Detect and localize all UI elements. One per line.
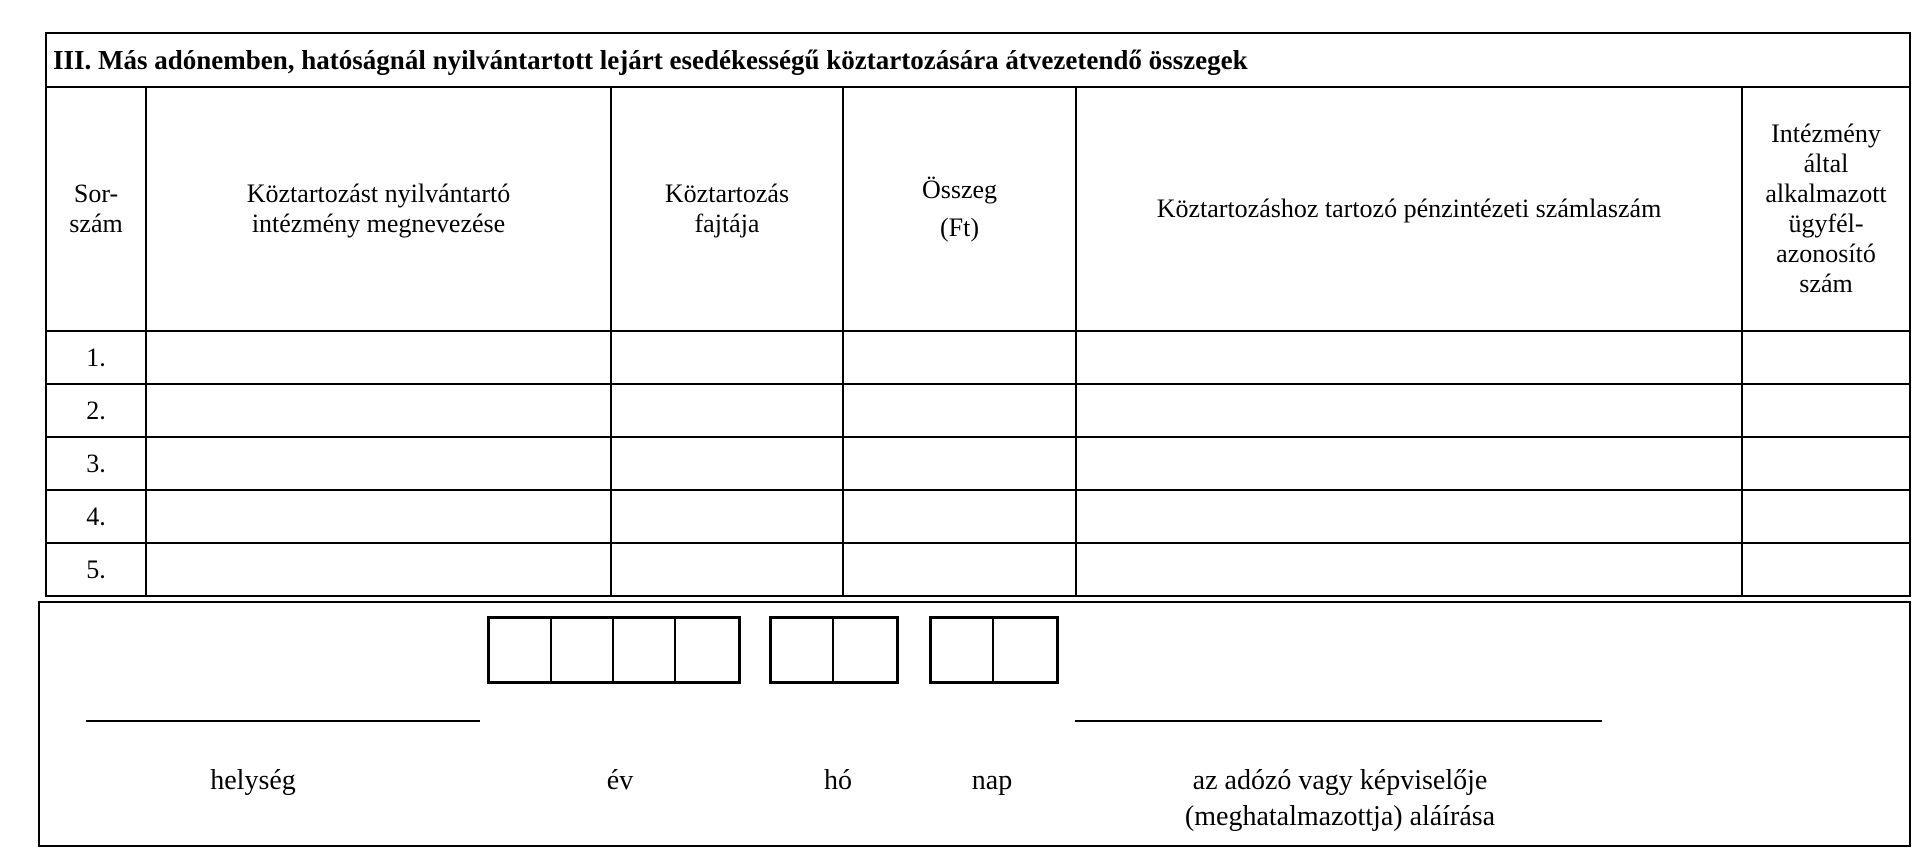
header-sorszam: Sor- szám	[47, 88, 146, 331]
row-number: 5.	[47, 543, 146, 595]
intezmeny-cell[interactable]	[146, 490, 611, 543]
row-number: 3.	[47, 437, 146, 490]
year-digit-box[interactable]	[614, 619, 676, 681]
header-intezmeny: Köztartozást nyilvántartó intézmény megnevezése	[146, 88, 611, 331]
section-title: III. Más adónemben, hatóságnál nyilvántartott lejárt esedékességű köztartozására átvezetendő összegek	[47, 34, 1909, 88]
place-line[interactable]	[86, 720, 480, 722]
header-szamlaszam: Köztartozáshoz tartozó pénzintézeti számlaszám	[1076, 88, 1742, 331]
month-label: hó	[824, 765, 852, 796]
szamlaszam-cell[interactable]	[1076, 437, 1742, 490]
fajta-cell[interactable]	[611, 543, 843, 595]
fajta-cell[interactable]	[611, 384, 843, 437]
osszeg-cell[interactable]	[843, 490, 1076, 543]
month-input[interactable]	[769, 616, 899, 684]
row-number: 1.	[47, 331, 146, 384]
year-digit-box[interactable]	[490, 619, 552, 681]
signature-label-line1: az adózó vagy képviselője	[1192, 765, 1488, 796]
intezmeny-cell[interactable]	[146, 543, 611, 595]
year-digit-box[interactable]	[552, 619, 614, 681]
signature-label-line2: (meghatalmazottja) aláírása	[1184, 801, 1496, 832]
place-label: helység	[210, 765, 296, 796]
table-row	[47, 331, 1909, 384]
ugyfel-cell[interactable]	[1742, 543, 1909, 595]
fajta-cell[interactable]	[611, 490, 843, 543]
row-number: 2.	[47, 384, 146, 437]
table-row	[47, 384, 1909, 437]
table-header-row	[47, 88, 1909, 331]
table-row	[47, 437, 1909, 490]
month-digit-box[interactable]	[772, 619, 834, 681]
osszeg-cell[interactable]	[843, 331, 1076, 384]
fajta-cell[interactable]	[611, 331, 843, 384]
table-row	[47, 490, 1909, 543]
month-digit-box[interactable]	[834, 619, 896, 681]
szamlaszam-cell[interactable]	[1076, 543, 1742, 595]
header-ugyfel-azonosito: Intézmény által alkalmazott ügyfél- azonosító szám	[1742, 88, 1909, 331]
day-label: nap	[971, 765, 1013, 796]
szamlaszam-cell[interactable]	[1076, 384, 1742, 437]
osszeg-cell[interactable]	[843, 437, 1076, 490]
debt-table	[47, 88, 1909, 595]
year-digit-box[interactable]	[676, 619, 738, 681]
ugyfel-cell[interactable]	[1742, 384, 1909, 437]
signature-section	[38, 601, 1911, 847]
debt-transfer-section	[45, 32, 1911, 597]
day-digit-box[interactable]	[994, 619, 1056, 681]
intezmeny-cell[interactable]	[146, 331, 611, 384]
ugyfel-cell[interactable]	[1742, 490, 1909, 543]
day-input[interactable]	[929, 616, 1059, 684]
signature-line[interactable]	[1075, 720, 1602, 722]
year-input[interactable]	[487, 616, 741, 684]
day-digit-box[interactable]	[932, 619, 994, 681]
szamlaszam-cell[interactable]	[1076, 331, 1742, 384]
ugyfel-cell[interactable]	[1742, 437, 1909, 490]
osszeg-cell[interactable]	[843, 384, 1076, 437]
szamlaszam-cell[interactable]	[1076, 490, 1742, 543]
fajta-cell[interactable]	[611, 437, 843, 490]
intezmeny-cell[interactable]	[146, 437, 611, 490]
header-fajta: Köztartozás fajtája	[611, 88, 843, 331]
header-osszeg: Összeg (Ft)	[843, 88, 1076, 331]
row-number: 4.	[47, 490, 146, 543]
year-label: év	[606, 765, 634, 796]
osszeg-cell[interactable]	[843, 543, 1076, 595]
intezmeny-cell[interactable]	[146, 384, 611, 437]
ugyfel-cell[interactable]	[1742, 331, 1909, 384]
table-row	[47, 543, 1909, 595]
